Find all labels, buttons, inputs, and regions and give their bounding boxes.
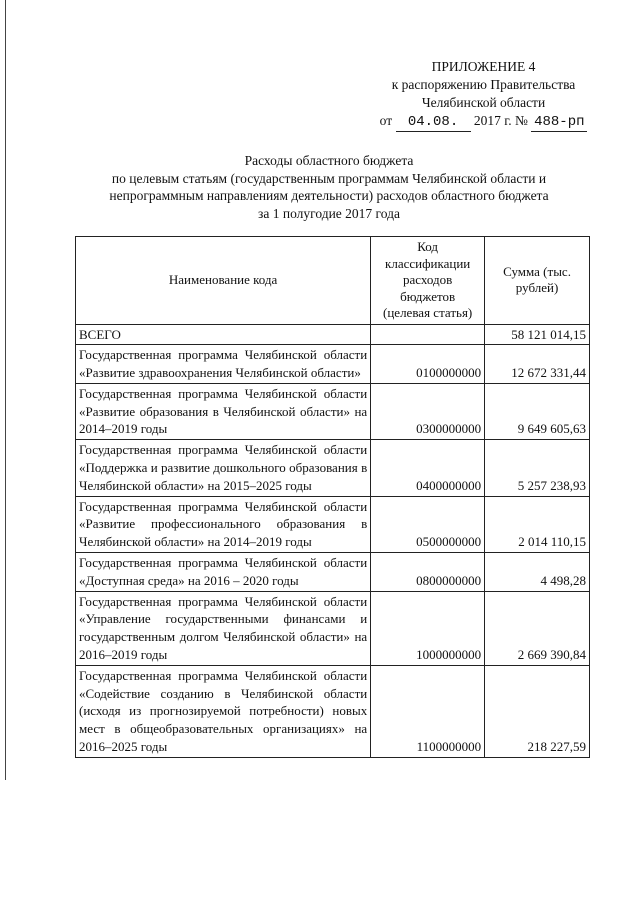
- row-code: 0100000000: [371, 345, 485, 384]
- row-sum: 12 672 331,44: [485, 345, 590, 384]
- header-code: Код классификации расходов бюджетов (целевая статья): [371, 237, 485, 325]
- row-code: 1100000000: [371, 665, 485, 757]
- table-row: [76, 440, 590, 496]
- row-code: 0500000000: [371, 496, 485, 552]
- row-code: 0800000000: [371, 553, 485, 592]
- header-name: Наименование кода: [76, 237, 371, 325]
- row-code: 1000000000: [371, 591, 485, 665]
- order-number: 488-рп: [531, 113, 587, 132]
- appendix-line-2: к распоряжению Правительства: [391, 77, 576, 92]
- table-header-row: [76, 237, 590, 325]
- total-code: [371, 324, 485, 345]
- row-sum: 4 498,28: [485, 553, 590, 592]
- row-name: Государственная программа Челябинской области «Содействие созданию в Челябинской области (исходя из прогнозируемой потребности) новых мест в общеобразовательных организациях» на 2016–2025 годы: [76, 665, 371, 757]
- title-line-4: за 1 полугодие 2017 года: [258, 205, 400, 221]
- total-label: ВСЕГО: [76, 324, 371, 345]
- table-row: [76, 496, 590, 552]
- row-sum: 5 257 238,93: [485, 440, 590, 496]
- total-sum: 58 121 014,15: [485, 324, 590, 345]
- budget-table: [75, 236, 590, 758]
- row-name: Государственная программа Челябинской области «Поддержка и развитие дошкольного образования в Челябинской области» на 2015–2025 годы: [76, 440, 371, 496]
- table-row: [76, 553, 590, 592]
- row-code: 0300000000: [371, 383, 485, 439]
- table-row-total: [76, 324, 590, 345]
- appendix-header: [376, 58, 591, 132]
- table-row: [76, 665, 590, 757]
- row-name: Государственная программа Челябинской области «Развитие здравоохранения Челябинской области»: [76, 345, 371, 384]
- title-line-3: непрограммным направлениям деятельности) расходов областного бюджета: [109, 188, 549, 203]
- row-name: Государственная программа Челябинской области «Развитие образования в Челябинской области» на 2014–2019 годы: [76, 383, 371, 439]
- appendix-title: ПРИЛОЖЕНИЕ 4: [431, 59, 536, 74]
- table-row: [76, 383, 590, 439]
- table-row: [76, 345, 590, 384]
- date-year: 2017 г. №: [473, 113, 528, 128]
- title-line-2: по целевым статьям (государственным программам Челябинской области и: [111, 170, 547, 186]
- order-date-line: [376, 112, 591, 132]
- title-line-1: Расходы областного бюджета: [244, 153, 414, 168]
- document-title: [66, 152, 592, 222]
- row-name: Государственная программа Челябинской области «Развитие профессионального образования в Челябинской области» на 2014–2019 годы: [76, 496, 371, 552]
- row-sum: 9 649 605,63: [485, 383, 590, 439]
- appendix-line-3: Челябинской области: [421, 95, 546, 110]
- table-row: [76, 591, 590, 665]
- header-sum: Сумма (тыс. рублей): [485, 237, 590, 325]
- row-sum: 2 014 110,15: [485, 496, 590, 552]
- row-name: Государственная программа Челябинской области «Управление государственными финансами и государственным долгом Челябинской области» на 2016–2019 годы: [76, 591, 371, 665]
- page-edge-line: [5, 0, 6, 780]
- date-prefix: от: [379, 113, 393, 128]
- order-date: 04.08.: [396, 113, 471, 132]
- row-sum: 2 669 390,84: [485, 591, 590, 665]
- row-code: 0400000000: [371, 440, 485, 496]
- row-name: Государственная программа Челябинской области «Доступная среда» на 2016 – 2020 годы: [76, 553, 371, 592]
- row-sum: 218 227,59: [485, 665, 590, 757]
